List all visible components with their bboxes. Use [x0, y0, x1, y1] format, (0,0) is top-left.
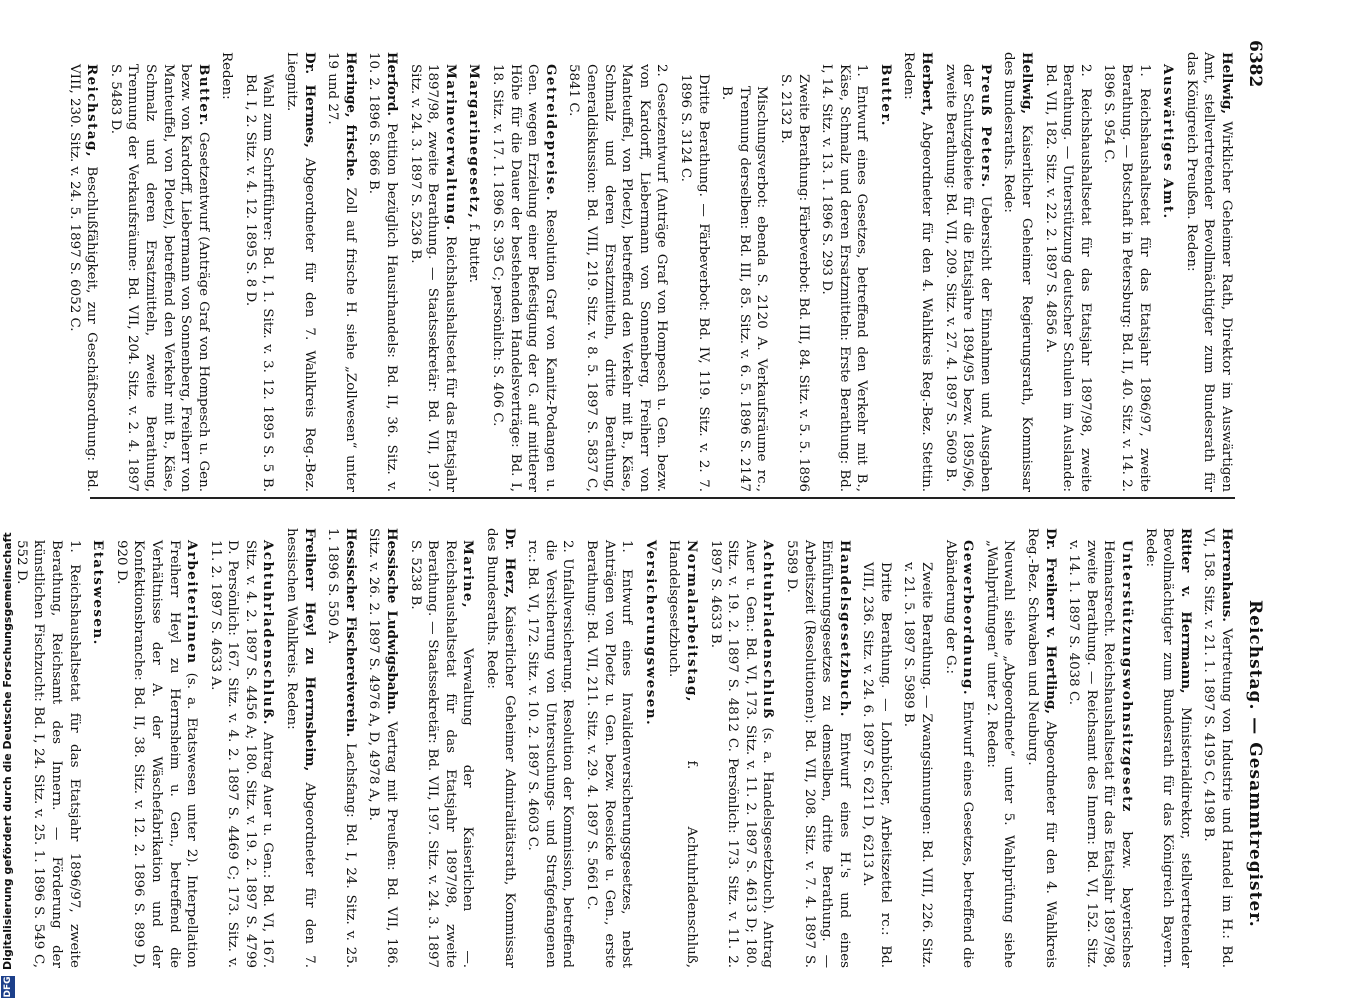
register-entry — [324, 52, 359, 492]
entry-subject: Butter. — [877, 64, 894, 127]
entry-subject: Arbeiterinnen — [184, 540, 201, 665]
entry-text: Lachsfang: Bd. I, 24. Sitz. v. 25. 1. 1896 S. 550 A. — [325, 528, 358, 968]
register-entry — [206, 528, 276, 968]
register-entry — [482, 528, 517, 968]
entry-headword: Freiherr Heyl zu Herrnsheim, — [301, 528, 318, 772]
column-divider — [90, 497, 1235, 499]
entry-text: 1. Reichshaushaltsetat für das Etatsjahr 1896/97, zweite Berathung, Reichsamt des Innern. — Förderung der künstlichen Fischzucht: Bd. I, 24. Sitz. v. 25. 1. 1896 S. 549 C, 552 D. — [13, 540, 82, 968]
register-entry — [218, 52, 236, 492]
footer-text: Digitalisierung gefördert durch die Deutsche Forschungsgemeinschaft — [1, 532, 14, 970]
entry-headword: Herbert, — [919, 52, 936, 117]
register-entry — [676, 52, 711, 492]
register-entry — [776, 52, 811, 492]
entry-text: Entwurf eines H.'s und eines Einführungsgesetzes zu demselben, dritte Berathung. — Arbeitszeit (Resolutionen): Bd. VII, 208. Sitz. v. 7. 4. 1897 S. 5589 D. — [783, 540, 852, 969]
entry-headword: Heringe, frische. — [342, 52, 359, 182]
entry-headword: Hessische Ludwigsbahn. — [384, 528, 401, 715]
entry-headword: Hellwig, — [1219, 52, 1235, 114]
register-entry — [406, 52, 459, 492]
entry-subject: Butter. — [195, 64, 212, 127]
register-entry — [465, 52, 483, 492]
register-entry — [1023, 528, 1058, 968]
entry-text: Abgeordneter für den 7. hessischen Wahlkreis. Reden: — [284, 528, 317, 968]
entry-text: Abgeordneter für den 7. Wahlkreis Reg.-Bez. Liegnitz. — [284, 52, 317, 492]
entry-headword: Herrenhaus. — [1219, 528, 1235, 622]
entry-subject: Normalarbeitstag, — [683, 540, 700, 703]
register-entry — [365, 528, 400, 968]
entry-headword: Herford. — [384, 52, 401, 116]
entry-text: Ministerialdirektor, stellvertretender Bevollmächtigter zum Bundesrath für das Königreich Bayern. Rede: — [1142, 528, 1193, 969]
page-number: 6382 — [1245, 40, 1265, 88]
register-entry — [941, 528, 976, 968]
entry-headword: Ritter v. Herrmann, — [1177, 528, 1194, 694]
entry-text: Dritte Berathung. — Färbeverbot: Bd. IV, 119. Sitz. v. 2. 7. 1896 S. 3124 C. — [677, 74, 711, 492]
register-entry — [982, 528, 1017, 968]
register-entry — [706, 528, 776, 968]
register-entry — [1200, 528, 1235, 968]
register-entry — [1159, 52, 1177, 492]
entry-text: Zweite Berathung. — Zwangsinnungen: Bd. VIII, 226. Sitz. v. 21. 5. 1897 S. 5989 B. — [901, 562, 935, 968]
register-entry — [782, 528, 852, 968]
entry-text: f. Achtuhrladenschluß, Handelsgesetzbuch. — [666, 540, 699, 968]
entry-subject: Achtuhrladenschluß. — [260, 540, 277, 726]
entry-text: Beschlußfähigkeit, zur Geschäftsordnung: Bd. VIII, 230. Sitz. v. 24. 5. 1897 S. 6052 C. — [66, 64, 100, 492]
register-entry — [900, 52, 935, 492]
entry-subject: Marineverwaltung. — [442, 64, 459, 232]
entry-text: Zoll auf frische H. siehe „Zollwesen“ unter 19 und 27. — [325, 52, 358, 492]
entry-subject: Versicherungswesen. — [642, 540, 659, 727]
register-entry — [1100, 52, 1153, 492]
register-entry — [665, 528, 700, 968]
entry-text: Wahl zum Schriftführer: Bd. I, 1. Sitz. v. 3. 12. 1895 S. 5 B. Bd. I, 2. Sitz. v. 4. 12. 1895 S. 8 D. — [242, 74, 276, 492]
register-entry — [718, 52, 771, 492]
entry-subject: Reichstag, — [84, 64, 101, 159]
entry-text: 2. Reichshaushaltsetat für das Etatsjahr 1897/98, zweite Berathung. — Unterstützung deutscher Schulen im Auslande: Bd. VII, 182. Sitz. v. 22. 2. 1897 S. 4856 A. — [1042, 64, 1093, 492]
footer — [0, 0, 18, 1000]
register-entry — [1041, 52, 1094, 492]
register-entry — [876, 52, 894, 492]
entry-subject: Margarinegesetz, — [466, 64, 483, 220]
entry-headword: Hessischer Fischereiverein. — [342, 528, 359, 738]
register-entry — [582, 528, 635, 968]
entry-text: 1. Entwurf eines Invalidenversicherungsgesetzes, nebst Anträgen von Ploetz u. Gen. bezw. Roesicke u. Gen., erste Berathung: Bd. VII, 211. Sitz. v. 29. 4. 1897 S. 5661 C. — [584, 540, 635, 968]
register-entry — [941, 52, 994, 492]
entry-text: Kaiserlicher Geheimer Regierungsrath, Kommissar des Bundesraths. Rede: — [1001, 52, 1035, 493]
entry-text: Gesetzentwurf (Anträge Graf von Hompesch u. Gen. bezw. von Kardorff, Liebermann von Sonnenberg, Freiherr von Manteuffel, von Ploetz), betreffend den Verkehr mit B., Käse, Schmalz und deren Ersatzmitteln, zweite Berathung, Trennung der Verkaufsräume: Bd. VII, 204. Sitz. v. 2. 4. 1897 S. 5483 D. — [107, 64, 211, 492]
register-entry — [241, 52, 276, 492]
entry-text: Neuwahl siehe „Abgeordnete“ unter 5. Wahlprüfung siehe „Wahlprüfungen“ unter 2. Reden: — [983, 540, 1017, 968]
entry-subject: Getreidepreise. — [542, 64, 559, 202]
page-header — [1241, 40, 1265, 960]
right-column — [12, 528, 1235, 968]
register-entry — [365, 52, 400, 492]
entry-text: Resolution Graf von Kanitz-Podangen u. Gen. wegen Erzielung einer Befestigung der G. auf mittlerer Höhe für die Dauer der bestehenden Handelsverträge: Bd. I, 18. Sitz. v. 17. 1. 1896 S. 395 C; persönlich: S. 406 C. — [490, 64, 558, 492]
entry-text: (s. a. Etatswesen unter 2). Interpellation Freiherr Heyl zu Herrnsheim u. Gen., betreffend die Verhältnisse der A. der Wäschefabrikation und der Konfektionsbranche: Bd. II, 38. Sitz. v. 12. 2. 1896 S. 899 D, 920 D. — [113, 540, 200, 968]
entry-text: Kaiserlicher Geheimer Admiralitätsrath, Kommissar des Bundesraths. Rede: — [484, 528, 517, 968]
entry-subject: Preuß Peters. — [977, 64, 994, 189]
register-entry — [1065, 528, 1135, 968]
entry-text: bezw. bayerisches Heimatsrecht. Reichshaushaltsetat für das Etatsjahr 1897/98, zweite Berathung. — Reichsamt des Innern: Bd. VI, 152. Sitz. v. 14. 1. 1897 S. 4038 C. — [1066, 540, 1135, 968]
entry-text: Vertrag mit Preußen: Bd. VII, 186. Sitz. v. 26. 2. 1897 S. 4976 A, D, 4978 A, B. — [366, 528, 400, 968]
register-entry — [900, 528, 935, 968]
entry-headword: Dr. Freiherr v. Hertling, — [1042, 528, 1059, 715]
register-entry — [89, 528, 107, 968]
register-entry — [283, 52, 318, 492]
running-title: Reichstag. — Gesammtregister. — [1245, 600, 1265, 928]
entry-headword: Dr. Hermes, — [301, 52, 318, 148]
entry-text: Zweite Berathung: Färbeverbot: Bd. III, 84. Sitz. v. 5. 5. 1896 S. 2132 B. — [777, 74, 811, 492]
register-entry — [65, 52, 100, 492]
entry-text: (s. a. Handelsgesetzbuch). Antrag Auer u. Gen.: Bd. VI, 173. Sitz. v. 11. 2. 1897 S. 4613 D; 180. Sitz. v. 19. 2. 1897 S. 4812 C. Persönlich: 173. Sitz. v. 11. 2. 1897 S. 4633 B. — [707, 540, 776, 968]
register-entry — [488, 52, 558, 492]
register-entry — [641, 528, 659, 968]
entry-text: Antrag Auer u. Gen.: Bd. VI, 167. Sitz. v. 4. 2. 1897 S. 4456 A; 180. Sitz. v. 19. 2. 1897 S. 4799 D. Persönlich: 167. Sitz. v. 4. 2. 1897 S. 4469 C; 173. Sitz. v. 11. 2. 1897 S. 4633 A. — [207, 540, 276, 968]
entry-text: Dritte Berathung. — Lohnbücher, Arbeitszettel rc.: Bd. VIII, 236. Sitz. v. 24. 6. 1897 S. 6211 D, 6213 A. — [860, 562, 893, 968]
entry-text: f. Butter. — [466, 223, 482, 283]
entry-subject: Handelsgesetzbuch. — [836, 540, 853, 718]
entry-text: 2. Gesetzentwurf (Anträge Graf von Hompesch u. Gen. bezw. von Kardorff, Liebermann von Sonnenberg, Freiherr von Manteuffel, von Ploetz), betreffend den Verkehr mit B., Käse, Schmalz und deren Ersatzmitteln, dritte Berathung, Generaldiskussion: Bd. VIII, 219. Sitz. v. 8. 5. 1897 S. 5837 C, 5841 C. — [566, 64, 670, 492]
dfg-logo: DFG — [3, 976, 13, 998]
entry-headword: Hellwig, — [1019, 52, 1036, 114]
entry-text: Reden: — [219, 52, 235, 100]
entry-text: 1. Entwurf eines Gesetzes, betreffend den Verkehr mit B., Käse, Schmalz und deren Ersatzmitteln: Erste Berathung: Bd. I, 14. Sitz. v. 13. 1. 1896 S. 293 D. — [819, 64, 870, 492]
register-entry — [324, 528, 359, 968]
register-entry — [859, 528, 894, 968]
entry-text: Reichshaushaltsetat für das Etatsjahr 1897/98, zweite Berathung. — Staatssekretär: Bd. VII, 197. Sitz. v. 24. 3. 1897 S. 5236 B. — [407, 64, 458, 492]
entry-subject: Gewerbeordnung. — [960, 540, 977, 697]
register-entry — [12, 528, 82, 968]
register-entry — [1182, 52, 1235, 492]
entry-text: Abgeordneter für den 4. Wahlkreis Reg.-Bez. Schwaben und Neuburg. — [1025, 528, 1058, 968]
entry-subject: Achtuhrladenschluß — [760, 540, 777, 720]
left-column — [65, 52, 1235, 492]
entry-text: Verwaltung der Kaiserlichen —. Reichshaushaltsetat für das Etatsjahr 1897/98, zweite Berathung. — Staatssekretär: Bd. VII, 197. Sitz. v. 24. 3. 1897 S. 5238 B. — [407, 540, 476, 968]
entry-text: 1. Reichshaushaltsetat für das Etatsjahr 1896/97, zweite Berathung. — Botschaft in Petersburg: Bd. II, 40. Sitz. v. 14. 2. 1896 S. 954 C. — [1101, 64, 1152, 492]
register-entry — [1000, 52, 1035, 492]
entry-headword: Dr. Herz, — [501, 528, 518, 599]
entry-subject: Marine, — [460, 540, 477, 610]
register-entry — [112, 528, 200, 968]
entry-subject: Unterstützungswohnsitzgesetz — [1119, 540, 1136, 813]
entry-subject: Auswärtiges Amt. — [1160, 64, 1177, 220]
entry-text: Mischungsverbot: ebenda S. 2120 A. Verkaufsräume rc., Trennung derselben: Bd. III, 85. Sitz. v. 6. 5. 1896 S. 2147 B. — [719, 86, 770, 492]
register-entry — [283, 528, 318, 968]
register-entry — [1141, 528, 1194, 968]
entry-text: Abgeordneter für den 4. Wahlkreis Reg.-Bez. Stettin. Reden: — [901, 52, 935, 492]
register-entry — [406, 528, 476, 968]
entry-text: Wirklicher Geheimer Rath, Direktor im Auswärtigen Amt, stellvertretender Bevollmächtigter zum Bundesrath für das Königreich Preußen. Reden: — [1183, 52, 1234, 492]
entry-text: Entwurf eines Gesetzes, betreffend die Abänderung der G.: — [942, 540, 976, 968]
entry-text: 2. Unfallversicherung. Resolution der Kommission, betreffend die Versicherung von Untersuchungs- und Strafgefangenen rc.: Bd. VI, 172. Sitz. v. 10. 2. 1897 S. 4603 C. — [525, 540, 576, 968]
entry-text: Vertretung von Industrie und Handel im H.: Bd. VI, 158. Sitz. v. 21. 1. 1897 S. 4195 C, 4198 B. — [1201, 528, 1234, 968]
entry-subject: Etatswesen. — [90, 540, 107, 646]
register-entry — [524, 528, 577, 968]
entry-text: Petition bezüglich Hausirhandels: Bd. II, 36. Sitz. v. 10. 2. 1896 S. 866 B. — [366, 52, 400, 492]
register-entry — [106, 52, 212, 492]
register-entry — [818, 52, 871, 492]
entry-text: Uebersicht der Einnahmen und Ausgaben der Schutzgebiete für die Etatsjahre 1894/95 bezw. 1895/96, zweite Berathung: Bd. VII, 209. Sitz. v. 27. 4. 1897 S. 5609 B. — [942, 64, 993, 493]
register-entry — [565, 52, 671, 492]
